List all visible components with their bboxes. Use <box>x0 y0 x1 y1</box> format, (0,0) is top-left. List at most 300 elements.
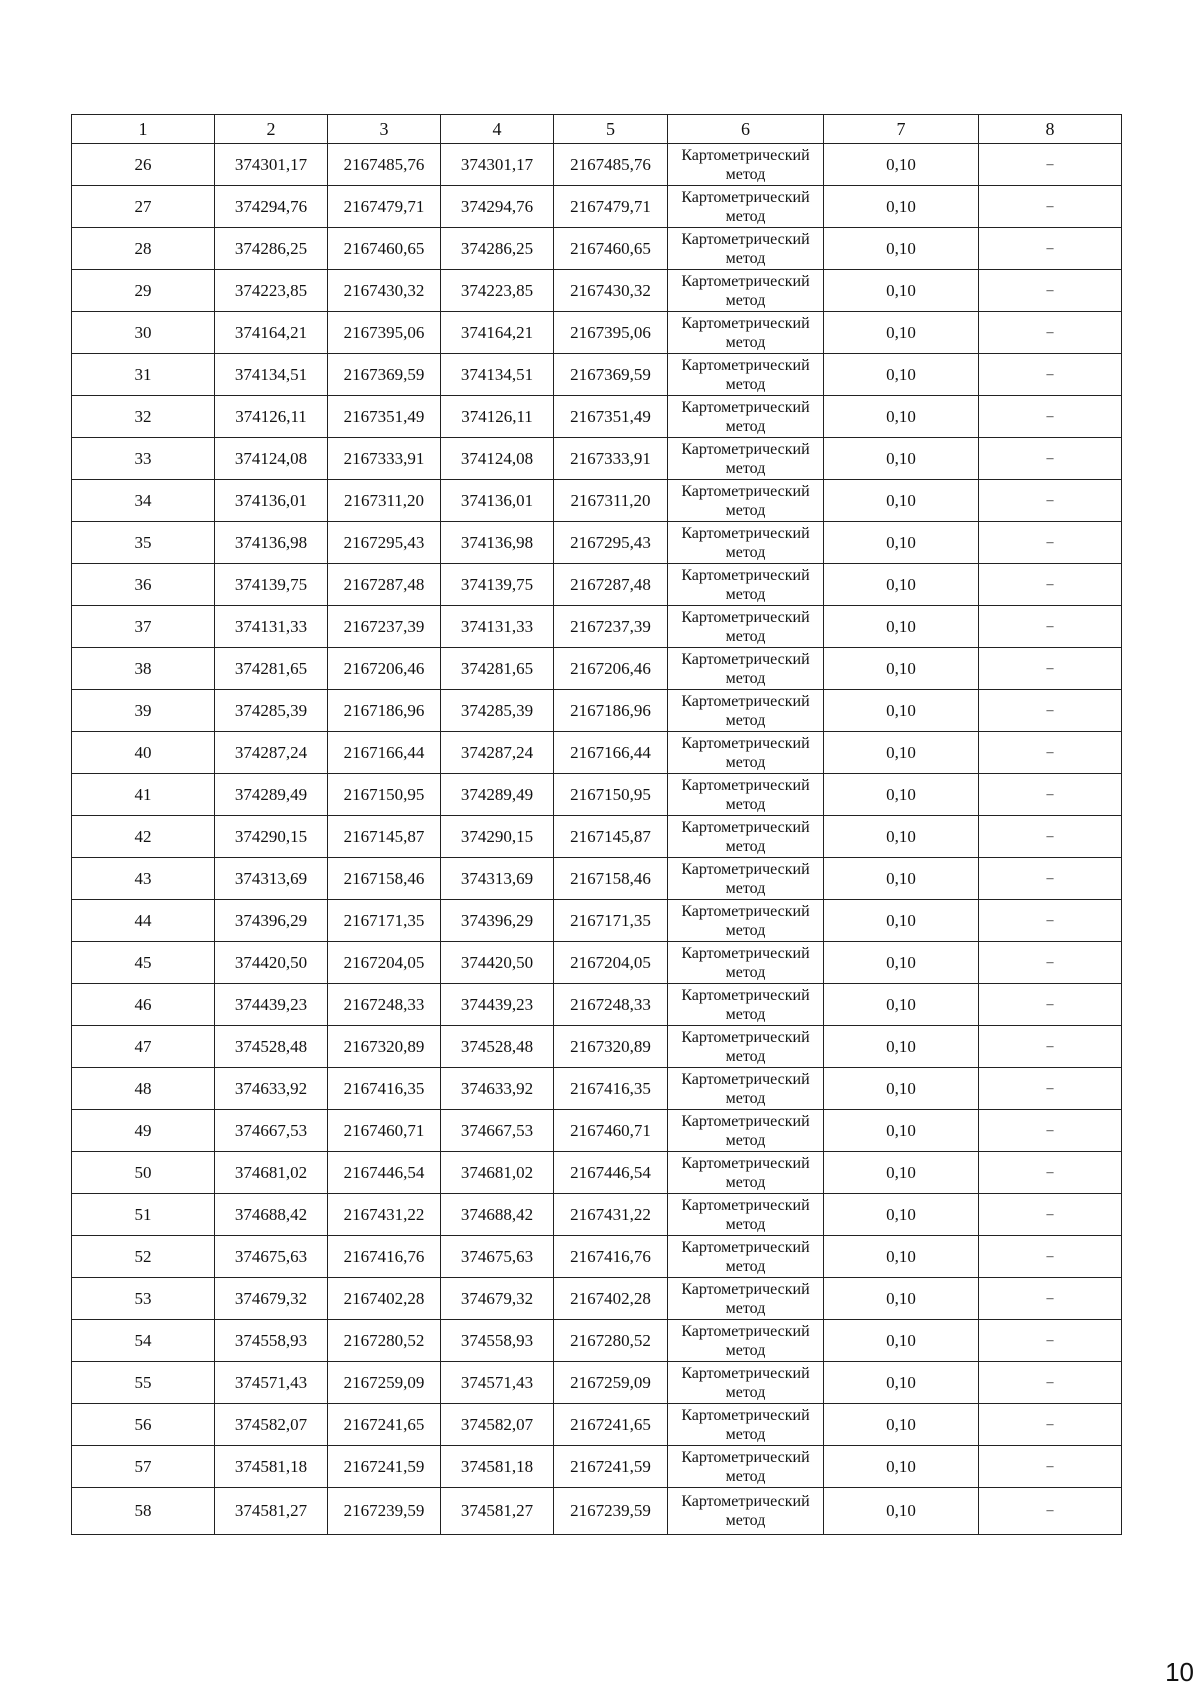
cell-x-coordinate: 374581,18 <box>215 1446 328 1488</box>
cell-method <box>668 690 824 732</box>
cell-y-coordinate-new: 2167248,33 <box>554 984 668 1026</box>
cell-y-coordinate: 2167311,20 <box>328 480 441 522</box>
cell-accuracy: 0,10 <box>824 312 979 354</box>
cell-point-number: 58 <box>72 1488 215 1535</box>
cell-y-coordinate: 2167402,28 <box>328 1278 441 1320</box>
cell-y-coordinate-new: 2167241,59 <box>554 1446 668 1488</box>
cell-accuracy: 0,10 <box>824 354 979 396</box>
cell-point-number: 57 <box>72 1446 215 1488</box>
cell-x-coordinate-new: 374136,98 <box>441 522 554 564</box>
cell-x-coordinate-new: 374286,25 <box>441 228 554 270</box>
cell-x-coordinate: 374581,27 <box>215 1488 328 1535</box>
cell-x-coordinate-new: 374528,48 <box>441 1026 554 1068</box>
cell-x-coordinate: 374131,33 <box>215 606 328 648</box>
cell-x-coordinate: 374528,48 <box>215 1026 328 1068</box>
cell-method <box>668 312 824 354</box>
cell-x-coordinate: 374679,32 <box>215 1278 328 1320</box>
method-text: Картометрический метод <box>681 314 810 351</box>
cell-x-coordinate-new: 374582,07 <box>441 1404 554 1446</box>
cell-y-coordinate-new: 2167369,59 <box>554 354 668 396</box>
method-text: Картометрический метод <box>681 1238 810 1275</box>
cell-note: – <box>979 900 1122 942</box>
table-row <box>72 438 1122 480</box>
table-row <box>72 858 1122 900</box>
cell-y-coordinate-new: 2167280,52 <box>554 1320 668 1362</box>
method-text: Картометрический метод <box>681 1493 810 1529</box>
cell-x-coordinate-new: 374581,18 <box>441 1446 554 1488</box>
method-text: Картометрический метод <box>681 482 810 519</box>
cell-y-coordinate-new: 2167485,76 <box>554 144 668 186</box>
cell-method <box>668 144 824 186</box>
method-text: Картометрический метод <box>681 440 810 477</box>
cell-y-coordinate-new: 2167171,35 <box>554 900 668 942</box>
cell-y-coordinate-new: 2167395,06 <box>554 312 668 354</box>
cell-note: – <box>979 1320 1122 1362</box>
table-row <box>72 1488 1122 1535</box>
table-row <box>72 312 1122 354</box>
cell-accuracy: 0,10 <box>824 1362 979 1404</box>
cell-x-coordinate-new: 374290,15 <box>441 816 554 858</box>
cell-x-coordinate: 374571,43 <box>215 1362 328 1404</box>
cell-x-coordinate: 374134,51 <box>215 354 328 396</box>
table-row <box>72 144 1122 186</box>
cell-y-coordinate: 2167485,76 <box>328 144 441 186</box>
cell-note: – <box>979 1278 1122 1320</box>
cell-y-coordinate-new: 2167402,28 <box>554 1278 668 1320</box>
method-text: Картометрический метод <box>681 1406 810 1443</box>
cell-method <box>668 1278 824 1320</box>
table-row <box>72 1320 1122 1362</box>
cell-method <box>668 1404 824 1446</box>
cell-point-number: 39 <box>72 690 215 732</box>
cell-y-coordinate-new: 2167430,32 <box>554 270 668 312</box>
cell-method <box>668 1362 824 1404</box>
cell-x-coordinate-new: 374675,63 <box>441 1236 554 1278</box>
cell-point-number: 35 <box>72 522 215 564</box>
table-row <box>72 186 1122 228</box>
cell-y-coordinate-new: 2167311,20 <box>554 480 668 522</box>
cell-note: – <box>979 1026 1122 1068</box>
header-cell-7: 7 <box>824 115 979 144</box>
cell-method <box>668 564 824 606</box>
cell-accuracy: 0,10 <box>824 438 979 480</box>
cell-note: – <box>979 858 1122 900</box>
cell-y-coordinate: 2167237,39 <box>328 606 441 648</box>
cell-method <box>668 648 824 690</box>
table-row <box>72 396 1122 438</box>
cell-point-number: 40 <box>72 732 215 774</box>
cell-y-coordinate: 2167241,59 <box>328 1446 441 1488</box>
cell-y-coordinate: 2167460,71 <box>328 1110 441 1152</box>
cell-y-coordinate-new: 2167241,65 <box>554 1404 668 1446</box>
cell-point-number: 34 <box>72 480 215 522</box>
cell-point-number: 46 <box>72 984 215 1026</box>
cell-note: – <box>979 1236 1122 1278</box>
cell-x-coordinate-new: 374139,75 <box>441 564 554 606</box>
cell-note: – <box>979 480 1122 522</box>
cell-point-number: 41 <box>72 774 215 816</box>
cell-x-coordinate: 374139,75 <box>215 564 328 606</box>
table-row <box>72 1110 1122 1152</box>
cell-y-coordinate: 2167446,54 <box>328 1152 441 1194</box>
cell-y-coordinate: 2167239,59 <box>328 1488 441 1535</box>
cell-method <box>668 228 824 270</box>
cell-note: – <box>979 1488 1122 1535</box>
cell-x-coordinate: 374287,24 <box>215 732 328 774</box>
method-text: Картометрический метод <box>681 230 810 267</box>
cell-x-coordinate-new: 374301,17 <box>441 144 554 186</box>
method-text: Картометрический метод <box>681 1448 810 1485</box>
cell-x-coordinate: 374289,49 <box>215 774 328 816</box>
cell-accuracy: 0,10 <box>824 144 979 186</box>
cell-point-number: 51 <box>72 1194 215 1236</box>
cell-note: – <box>979 1152 1122 1194</box>
cell-y-coordinate: 2167479,71 <box>328 186 441 228</box>
method-text: Картометрический метод <box>681 986 810 1023</box>
table-row <box>72 480 1122 522</box>
cell-y-coordinate-new: 2167431,22 <box>554 1194 668 1236</box>
cell-x-coordinate-new: 374396,29 <box>441 900 554 942</box>
cell-method <box>668 522 824 564</box>
cell-point-number: 50 <box>72 1152 215 1194</box>
cell-y-coordinate: 2167280,52 <box>328 1320 441 1362</box>
cell-accuracy: 0,10 <box>824 816 979 858</box>
cell-note: – <box>979 732 1122 774</box>
cell-y-coordinate: 2167416,76 <box>328 1236 441 1278</box>
cell-accuracy: 0,10 <box>824 690 979 732</box>
cell-accuracy: 0,10 <box>824 1236 979 1278</box>
cell-x-coordinate: 374124,08 <box>215 438 328 480</box>
table-row <box>72 774 1122 816</box>
cell-y-coordinate-new: 2167460,65 <box>554 228 668 270</box>
cell-x-coordinate-new: 374294,76 <box>441 186 554 228</box>
cell-x-coordinate: 374281,65 <box>215 648 328 690</box>
cell-point-number: 52 <box>72 1236 215 1278</box>
cell-x-coordinate-new: 374558,93 <box>441 1320 554 1362</box>
method-text: Картометрический метод <box>681 776 810 813</box>
cell-x-coordinate: 374688,42 <box>215 1194 328 1236</box>
cell-point-number: 55 <box>72 1362 215 1404</box>
cell-x-coordinate-new: 374313,69 <box>441 858 554 900</box>
method-text: Картометрический метод <box>681 860 810 897</box>
cell-method <box>668 1068 824 1110</box>
cell-x-coordinate: 374558,93 <box>215 1320 328 1362</box>
cell-point-number: 31 <box>72 354 215 396</box>
cell-method <box>668 1320 824 1362</box>
cell-y-coordinate: 2167369,59 <box>328 354 441 396</box>
cell-method <box>668 438 824 480</box>
table-row <box>72 900 1122 942</box>
cell-method <box>668 1488 824 1535</box>
cell-accuracy: 0,10 <box>824 270 979 312</box>
header-cell-1: 1 <box>72 115 215 144</box>
cell-accuracy: 0,10 <box>824 648 979 690</box>
cell-accuracy: 0,10 <box>824 1194 979 1236</box>
header-row <box>72 115 1122 144</box>
header-cell-3: 3 <box>328 115 441 144</box>
table-row <box>72 1236 1122 1278</box>
cell-note: – <box>979 438 1122 480</box>
table-row <box>72 564 1122 606</box>
method-text: Картометрический метод <box>681 1196 810 1233</box>
table-header <box>72 115 1122 144</box>
cell-note: – <box>979 1194 1122 1236</box>
method-text: Картометрический метод <box>681 650 810 687</box>
cell-point-number: 53 <box>72 1278 215 1320</box>
cell-method <box>668 1194 824 1236</box>
cell-x-coordinate: 374286,25 <box>215 228 328 270</box>
cell-note: – <box>979 1362 1122 1404</box>
cell-x-coordinate: 374164,21 <box>215 312 328 354</box>
table-row <box>72 648 1122 690</box>
cell-y-coordinate-new: 2167259,09 <box>554 1362 668 1404</box>
cell-accuracy: 0,10 <box>824 1278 979 1320</box>
cell-y-coordinate-new: 2167158,46 <box>554 858 668 900</box>
cell-y-coordinate-new: 2167150,95 <box>554 774 668 816</box>
cell-accuracy: 0,10 <box>824 1068 979 1110</box>
cell-accuracy: 0,10 <box>824 1026 979 1068</box>
cell-accuracy: 0,10 <box>824 480 979 522</box>
cell-x-coordinate-new: 374126,11 <box>441 396 554 438</box>
cell-method <box>668 900 824 942</box>
cell-note: – <box>979 1404 1122 1446</box>
cell-x-coordinate-new: 374571,43 <box>441 1362 554 1404</box>
cell-x-coordinate: 374223,85 <box>215 270 328 312</box>
cell-accuracy: 0,10 <box>824 858 979 900</box>
table-row <box>72 1446 1122 1488</box>
cell-method <box>668 732 824 774</box>
cell-x-coordinate-new: 374134,51 <box>441 354 554 396</box>
cell-accuracy: 0,10 <box>824 606 979 648</box>
cell-note: – <box>979 1446 1122 1488</box>
cell-note: – <box>979 774 1122 816</box>
cell-y-coordinate: 2167333,91 <box>328 438 441 480</box>
cell-x-coordinate-new: 374688,42 <box>441 1194 554 1236</box>
cell-accuracy: 0,10 <box>824 1320 979 1362</box>
cell-x-coordinate: 374285,39 <box>215 690 328 732</box>
cell-y-coordinate-new: 2167239,59 <box>554 1488 668 1535</box>
cell-point-number: 32 <box>72 396 215 438</box>
cell-note: – <box>979 522 1122 564</box>
cell-y-coordinate: 2167186,96 <box>328 690 441 732</box>
cell-x-coordinate-new: 374287,24 <box>441 732 554 774</box>
cell-x-coordinate: 374136,98 <box>215 522 328 564</box>
cell-y-coordinate: 2167241,65 <box>328 1404 441 1446</box>
cell-y-coordinate-new: 2167351,49 <box>554 396 668 438</box>
method-text: Картометрический метод <box>681 566 810 603</box>
cell-note: – <box>979 942 1122 984</box>
cell-note: – <box>979 312 1122 354</box>
cell-x-coordinate-new: 374667,53 <box>441 1110 554 1152</box>
cell-point-number: 36 <box>72 564 215 606</box>
cell-x-coordinate-new: 374136,01 <box>441 480 554 522</box>
cell-note: – <box>979 606 1122 648</box>
cell-method <box>668 480 824 522</box>
cell-accuracy: 0,10 <box>824 942 979 984</box>
cell-y-coordinate: 2167295,43 <box>328 522 441 564</box>
cell-y-coordinate: 2167206,46 <box>328 648 441 690</box>
method-text: Картометрический метод <box>681 146 810 183</box>
cell-accuracy: 0,10 <box>824 228 979 270</box>
page-number: 10 <box>1165 1657 1194 1687</box>
table-row <box>72 942 1122 984</box>
cell-note: – <box>979 984 1122 1026</box>
cell-note: – <box>979 396 1122 438</box>
cell-y-coordinate-new: 2167479,71 <box>554 186 668 228</box>
cell-y-coordinate-new: 2167320,89 <box>554 1026 668 1068</box>
cell-y-coordinate: 2167150,95 <box>328 774 441 816</box>
table-row <box>72 984 1122 1026</box>
table-row <box>72 732 1122 774</box>
cell-note: – <box>979 270 1122 312</box>
cell-accuracy: 0,10 <box>824 774 979 816</box>
cell-y-coordinate-new: 2167186,96 <box>554 690 668 732</box>
cell-accuracy: 0,10 <box>824 984 979 1026</box>
cell-y-coordinate-new: 2167206,46 <box>554 648 668 690</box>
cell-x-coordinate-new: 374223,85 <box>441 270 554 312</box>
coordinates-table <box>71 114 1122 1535</box>
cell-x-coordinate: 374301,17 <box>215 144 328 186</box>
cell-point-number: 30 <box>72 312 215 354</box>
cell-y-coordinate: 2167166,44 <box>328 732 441 774</box>
cell-point-number: 28 <box>72 228 215 270</box>
table-row <box>72 228 1122 270</box>
cell-x-coordinate-new: 374439,23 <box>441 984 554 1026</box>
cell-accuracy: 0,10 <box>824 522 979 564</box>
cell-y-coordinate: 2167204,05 <box>328 942 441 984</box>
cell-note: – <box>979 816 1122 858</box>
cell-y-coordinate-new: 2167287,48 <box>554 564 668 606</box>
cell-y-coordinate: 2167431,22 <box>328 1194 441 1236</box>
cell-x-coordinate: 374396,29 <box>215 900 328 942</box>
table-row <box>72 1152 1122 1194</box>
cell-method <box>668 774 824 816</box>
cell-point-number: 49 <box>72 1110 215 1152</box>
cell-accuracy: 0,10 <box>824 732 979 774</box>
method-text: Картометрический метод <box>681 944 810 981</box>
cell-point-number: 29 <box>72 270 215 312</box>
cell-y-coordinate: 2167320,89 <box>328 1026 441 1068</box>
cell-x-coordinate-new: 374681,02 <box>441 1152 554 1194</box>
method-text: Картометрический метод <box>681 1154 810 1191</box>
cell-method <box>668 1446 824 1488</box>
method-text: Картометрический метод <box>681 902 810 939</box>
method-text: Картометрический метод <box>681 272 810 309</box>
method-text: Картометрический метод <box>681 692 810 729</box>
method-text: Картометрический метод <box>681 356 810 393</box>
cell-y-coordinate: 2167460,65 <box>328 228 441 270</box>
method-text: Картометрический метод <box>681 608 810 645</box>
table-row <box>72 270 1122 312</box>
cell-y-coordinate-new: 2167166,44 <box>554 732 668 774</box>
cell-point-number: 37 <box>72 606 215 648</box>
cell-method <box>668 942 824 984</box>
method-text: Картометрический метод <box>681 1028 810 1065</box>
cell-point-number: 38 <box>72 648 215 690</box>
cell-y-coordinate: 2167287,48 <box>328 564 441 606</box>
cell-y-coordinate: 2167171,35 <box>328 900 441 942</box>
cell-x-coordinate: 374136,01 <box>215 480 328 522</box>
cell-y-coordinate: 2167395,06 <box>328 312 441 354</box>
cell-point-number: 27 <box>72 186 215 228</box>
cell-x-coordinate: 374294,76 <box>215 186 328 228</box>
cell-y-coordinate-new: 2167237,39 <box>554 606 668 648</box>
cell-point-number: 26 <box>72 144 215 186</box>
cell-point-number: 45 <box>72 942 215 984</box>
cell-method <box>668 984 824 1026</box>
cell-x-coordinate: 374126,11 <box>215 396 328 438</box>
cell-x-coordinate: 374633,92 <box>215 1068 328 1110</box>
cell-accuracy: 0,10 <box>824 396 979 438</box>
cell-accuracy: 0,10 <box>824 1152 979 1194</box>
method-text: Картометрический метод <box>681 524 810 561</box>
cell-x-coordinate-new: 374581,27 <box>441 1488 554 1535</box>
cell-x-coordinate-new: 374679,32 <box>441 1278 554 1320</box>
cell-accuracy: 0,10 <box>824 564 979 606</box>
cell-note: – <box>979 690 1122 732</box>
cell-point-number: 33 <box>72 438 215 480</box>
cell-accuracy: 0,10 <box>824 1110 979 1152</box>
cell-y-coordinate: 2167351,49 <box>328 396 441 438</box>
cell-note: – <box>979 228 1122 270</box>
method-text: Картометрический метод <box>681 398 810 435</box>
cell-x-coordinate: 374290,15 <box>215 816 328 858</box>
cell-x-coordinate-new: 374164,21 <box>441 312 554 354</box>
cell-method <box>668 858 824 900</box>
method-text: Картометрический метод <box>681 1280 810 1317</box>
cell-x-coordinate-new: 374420,50 <box>441 942 554 984</box>
header-cell-5: 5 <box>554 115 668 144</box>
method-text: Картометрический метод <box>681 188 810 225</box>
cell-method <box>668 186 824 228</box>
cell-point-number: 42 <box>72 816 215 858</box>
cell-method <box>668 1236 824 1278</box>
cell-note: – <box>979 1110 1122 1152</box>
table-row <box>72 690 1122 732</box>
cell-x-coordinate: 374667,53 <box>215 1110 328 1152</box>
cell-note: – <box>979 564 1122 606</box>
cell-y-coordinate: 2167158,46 <box>328 858 441 900</box>
cell-point-number: 54 <box>72 1320 215 1362</box>
cell-y-coordinate-new: 2167204,05 <box>554 942 668 984</box>
cell-y-coordinate-new: 2167446,54 <box>554 1152 668 1194</box>
cell-method <box>668 606 824 648</box>
cell-point-number: 43 <box>72 858 215 900</box>
cell-accuracy: 0,10 <box>824 1404 979 1446</box>
cell-x-coordinate-new: 374131,33 <box>441 606 554 648</box>
table-row <box>72 1362 1122 1404</box>
cell-y-coordinate: 2167248,33 <box>328 984 441 1026</box>
cell-y-coordinate-new: 2167333,91 <box>554 438 668 480</box>
cell-note: – <box>979 354 1122 396</box>
header-cell-6: 6 <box>668 115 824 144</box>
cell-method <box>668 1110 824 1152</box>
cell-note: – <box>979 186 1122 228</box>
cell-y-coordinate: 2167430,32 <box>328 270 441 312</box>
method-text: Картометрический метод <box>681 1112 810 1149</box>
header-cell-8: 8 <box>979 115 1122 144</box>
cell-y-coordinate-new: 2167145,87 <box>554 816 668 858</box>
cell-x-coordinate: 374313,69 <box>215 858 328 900</box>
cell-x-coordinate-new: 374633,92 <box>441 1068 554 1110</box>
table-row <box>72 606 1122 648</box>
cell-x-coordinate: 374582,07 <box>215 1404 328 1446</box>
header-cell-4: 4 <box>441 115 554 144</box>
method-text: Картометрический метод <box>681 734 810 771</box>
method-text: Картометрический метод <box>681 818 810 855</box>
cell-point-number: 48 <box>72 1068 215 1110</box>
cell-x-coordinate: 374420,50 <box>215 942 328 984</box>
